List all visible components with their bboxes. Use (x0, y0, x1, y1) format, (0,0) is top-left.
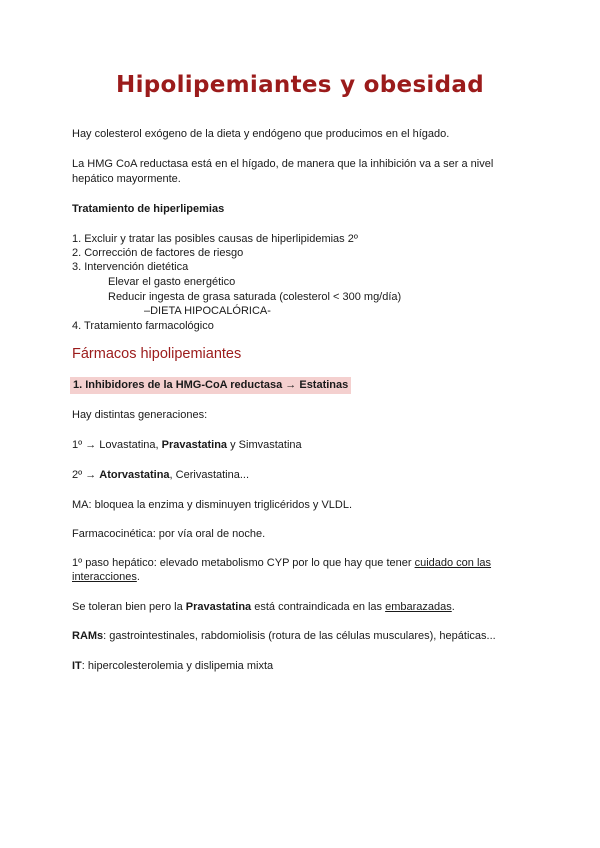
tolerance (72, 600, 455, 615)
gen2-bold: Atorvastatina (99, 469, 170, 481)
rams-text: : gastrointestinales, rabdomiolisis (rotura de las células musculares), hepáticas... (103, 630, 496, 642)
first-pass-line2 (72, 570, 140, 585)
treatment-sub-2: Reducir ingesta de grasa saturada (colesterol < 300 mg/día) (108, 291, 402, 303)
treatment-item-3: 3. Intervención dietética (72, 261, 189, 273)
indications (72, 659, 273, 674)
generation-1 (72, 438, 302, 453)
treatment-item-2: 2. Corrección de factores de riesgo (72, 247, 244, 259)
tolerance-bold: Pravastatina (185, 601, 252, 613)
treatment-item-1: 1. Excluir y tratar las posibles causas de hiperlipidemias 2º (72, 233, 358, 245)
tolerance-end: . (451, 601, 455, 613)
first-pass-line1 (72, 556, 491, 571)
it-text: : hipercolesterolemia y dislipemia mixta (81, 660, 274, 672)
page-title: Hipolipemiantes y obesidad (116, 72, 484, 98)
first-pass-end: . (136, 571, 140, 583)
first-pass-underline-1: cuidado con las (414, 557, 492, 569)
rams-label: RAMs (72, 630, 104, 642)
treatment-heading: Tratamiento de hiperlipemias (72, 203, 225, 215)
intro-paragraph-2-line2: hepático mayormente. (72, 173, 181, 185)
mechanism-of-action: MA: bloquea la enzima y disminuyen triglicéridos y VLDL. (72, 499, 353, 511)
treatment-item-4: 4. Tratamiento farmacológico (72, 320, 214, 332)
it-label: IT (72, 660, 82, 672)
treatment-sub-1: Elevar el gasto energético (108, 276, 236, 288)
tolerance-mid: está contraindicada en las (251, 601, 386, 613)
highlighted-subheading: 1. Inhibidores de la HMG-CoA reductasa → Estatinas (70, 377, 351, 394)
section-heading: Fármacos hipolipemiantes (72, 346, 242, 362)
gen1-bold: Pravastatina (161, 439, 228, 451)
first-pass-prefix: 1º paso hepático: elevado metabolismo CYP por lo que hay que tener (72, 557, 415, 569)
treatment-sub-3: –DIETA HIPOCALÓRICA- (144, 305, 271, 317)
tolerance-underline: embarazadas (385, 601, 452, 613)
gen1-suffix: y Simvastatina (227, 439, 302, 451)
gen1-prefix: 1º → Lovastatina, (72, 439, 162, 451)
adverse-reactions (72, 629, 496, 644)
generation-2 (72, 468, 249, 483)
generations-intro: Hay distintas generaciones: (72, 409, 208, 421)
intro-paragraph-1: Hay colesterol exógeno de la dieta y endógeno que producimos en el hígado. (72, 128, 450, 140)
intro-paragraph-2-line1: La HMG CoA reductasa está en el hígado, de manera que la inhibición va a ser a nivel (72, 158, 494, 170)
gen2-suffix: , Cerivastatina... (169, 469, 250, 481)
tolerance-prefix: Se toleran bien pero la (72, 601, 186, 613)
gen2-prefix: 2º → (72, 469, 100, 481)
first-pass-underline-2: interacciones (72, 571, 137, 583)
pharmacokinetics: Farmacocinética: por vía oral de noche. (72, 528, 266, 540)
